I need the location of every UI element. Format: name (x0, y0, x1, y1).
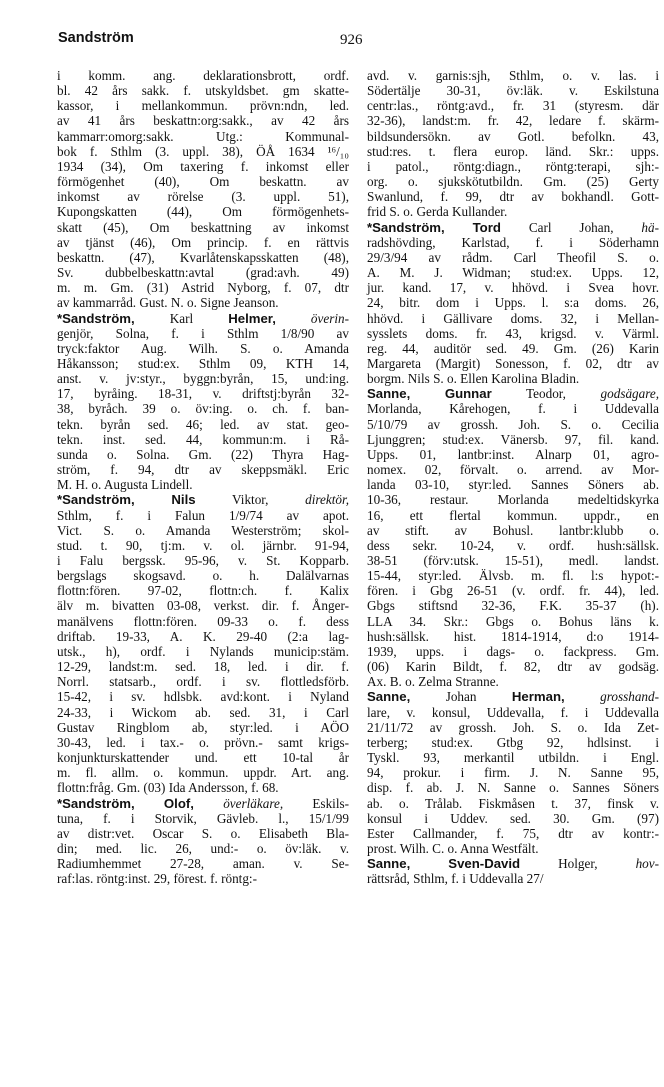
text-line: m. m. Gm. (31) Astrid Nyborg, f. 07, dtr (57, 280, 349, 296)
entry-headline (367, 386, 659, 401)
text-line: reg. 44, auditör sed. 49. Gm. (26) Karin (367, 340, 659, 356)
text-line: bl. 42 års sakk. f. utskyldsbet. gm skatte- (57, 83, 349, 99)
entry-headline (367, 856, 659, 871)
text-line: 15-44, styr:led. Älvsb. m. fl. l:s hypot:- (367, 568, 659, 584)
text-line: raf:las. röntg:inst. 29, förest. f. röntg:- (57, 871, 257, 887)
text-line: stud:res. t. flera europ. länd. Skr.: upps. (367, 143, 659, 159)
text-line: frid S. o. Gerda Kullander. (367, 204, 508, 220)
text-line: LLA 34. Skr.: Gbgs o. Bohus läns k. (367, 613, 659, 629)
text-line: av 41 års beskattn:org:sakk., av 42 års (57, 113, 349, 129)
text-line: sunda o. Solna. Gm. (22) Thyra Hag- (57, 446, 349, 462)
text-line: dess sekr. 10-24, v. ordf. hush:sällsk. (367, 537, 659, 553)
given-name: Karl (169, 310, 194, 326)
text-line: Morlanda, Kårehogen, f. i Uddevalla (367, 401, 659, 417)
text-line: Ester Callmander, f. 75, dtr av kontr:- (367, 825, 659, 841)
headword: *Sandström, (57, 795, 135, 811)
given-name-bold: Sven-David (448, 856, 521, 872)
text-line: 30-43, led. i tax.- o. prövn.- samt krigs- (57, 734, 349, 750)
page-number: 926 (340, 32, 363, 48)
text-line: (06) Karin Bildt, f. 82, dtr av godsäg. (367, 659, 659, 675)
headword: *Sandström, (367, 219, 445, 235)
given-name: Johan (445, 689, 477, 705)
text-line: Swanlund, f. 99, dtr av bokhandl. Gott- (367, 189, 659, 205)
text-line: älv m. bivatten 03-08, verkst. dir. f. Ånger- (57, 598, 349, 614)
text-line: Ljunggren; stud:ex. Vänersb. 97, fil. kand. (367, 431, 659, 447)
text-line: av stift. av Bohusl. lantbr:klubb o. (367, 522, 659, 538)
text-line: sysslets doms. fr. 43, krigsd. v. Värml. (367, 325, 659, 341)
text-line: 24-33, i Wickom ab. sed. 31, i Carl (57, 704, 349, 720)
text-line: terberg; stud:ex. Gtbg 92, hdlsinst. i (367, 734, 659, 750)
text-line: Sv. dubbelbeskattn:avtal (grad:avh. 49) (57, 265, 349, 281)
text-line: A. M. J. Widman; stud:ex. Upps. 12, (367, 265, 659, 281)
text-line: Upps. 01, lantbr:inst. Alnarp 01, agro- (367, 446, 659, 462)
text-line: 94, prokur. i firm. J. N. Sanne 95, (367, 765, 659, 781)
given-name: Teodor, (526, 386, 566, 402)
entry-olof-cont (367, 68, 659, 220)
text-line: radshövding, Karlstad, f. i Söderhamn (367, 234, 659, 250)
headword: Sanne, (367, 689, 411, 705)
occupation: hov- (635, 856, 659, 872)
text-line: nomex. 02, förvalt. o. arrend. av Mor- (367, 462, 659, 478)
text-line: Margareta (Margit) Sonesson, f. 02, dtr av (367, 355, 659, 371)
headword: Sanne, (367, 386, 411, 402)
text-line: jur. kand. 17, v. hhövd. i Svea hovr. (367, 280, 659, 296)
text-line: i patol., röntg:diagn., röntg:terapi, sjh:- (367, 158, 659, 174)
text-line: M. H. o. Augusta Lindell. (57, 477, 193, 493)
text-line: i Falu bergssk. 95-96, v. St. Kopparb. (57, 553, 349, 568)
text-line: av distr:vet. Oscar S. o. Elisabeth Bla- (57, 825, 349, 841)
running-header-title: Sandström (58, 30, 134, 46)
left-column (57, 68, 349, 886)
text-line: skatt (45), Om beskattning av inkomst (57, 219, 349, 235)
text-line: rättsråd, Sthlm, f. i Uddevalla 27/ (367, 871, 544, 887)
place: Eskils- (312, 795, 350, 811)
text-line: förmögenhet (40), Om beskattn. av (57, 174, 349, 190)
text-line: hush:sällsk. hist. 1814-1914, d:o 1914- (367, 628, 659, 644)
given-name: Holger, (558, 856, 598, 872)
occupation: hä- (641, 219, 659, 235)
text-line: ström, f. 94, dtr av skeppsmäkl. Eric (57, 462, 349, 478)
text-line: konsul i Uddev. sed. 30. Gm. (97) (367, 810, 659, 826)
text-line: 12-29, landst:m. sed. 18, led. i dir. f. (57, 659, 349, 675)
text-line: 10-36, restaur. Morlanda medeltidskyrka (367, 492, 659, 508)
occupation: överin- (310, 310, 350, 326)
headword: *Sandström, (57, 492, 135, 508)
text-line: av tjänst (46), Om princip. f. en rättvis (57, 234, 349, 250)
text-line: prost. Wilh. C. o. Anna Westfält. (367, 840, 539, 856)
given-name-bold: Gunnar (444, 386, 492, 402)
text-line: Vict. S. o. Amanda Westerström; skol- (57, 522, 349, 538)
text-line: m. fl. allm. o. kommun. uppdr. Art. ang. (57, 765, 349, 781)
given-name-bold: Herman, (511, 689, 565, 705)
given-name-bold: Olof, (163, 795, 194, 811)
entry-herman (367, 689, 659, 856)
entry-sven-david (367, 856, 659, 886)
text-line: Kupongskatten (44), Om förmögenhets- (57, 204, 349, 220)
text-line: centr:las., röntg:avd., fr. 31 (styresm. där (367, 98, 659, 114)
text-line: Håkansson; stud:ex. Sthlm 09, KTH 14, (57, 355, 349, 371)
entry-headline (57, 311, 349, 326)
text-line: driftab. 19-33, A. K. 29-40 (2:a lag- (57, 628, 349, 644)
entry-headline (57, 796, 349, 811)
text-line: manälvens flottn:fören. 09-33 o. f. dess (57, 613, 349, 629)
text-line: 38-51 (förv:utsk. 15-51), medl. landst. (367, 553, 659, 568)
text-line: konjunkturskattender und. ett 10-tal år (57, 750, 349, 766)
text-line: avd. v. garnis:sjh, Sthlm, o. v. las. i (367, 68, 659, 83)
text-line: stud. t. 90, tj:m. v. ol. järnbr. 91-94, (57, 537, 349, 553)
occupation: godsägare, (600, 386, 660, 402)
text-line: org. o. sjukskötutbildn. Gm. (25) Gerty (367, 174, 659, 190)
text-line: beskattn. (47), Kvarlåtenskapsskatten (48), (57, 249, 349, 265)
text-line: 21/11/72 av grossh. Joh. S. o. Ida Zet- (367, 719, 659, 735)
text-line: 1934 (34), Om taxering f. inkomst eller (57, 158, 349, 174)
text-line: 16, ett flertal kommun. uppdr., en (367, 507, 659, 523)
text-line: tekn. byrån sed. 46; led. av stat. geo- (57, 416, 349, 432)
text-line: tuna, f. i Storvik, Gävleb. l., 15/1/99 (57, 810, 349, 826)
entry-headline (57, 492, 349, 507)
text-line: borgm. Nils S. o. Ellen Karolina Bladin. (367, 371, 580, 387)
text-line: fören. i Gbg 26-51 (v. ordf. fr. 44), led. (367, 583, 659, 599)
text-line: tekn. inst. sed. 44, kommun:m. i Rå- (57, 431, 349, 447)
entry-cont (57, 68, 349, 311)
given-name: Carl Johan, (528, 219, 614, 235)
occupation: överläkare, (223, 795, 284, 811)
occupation: grosshand- (600, 689, 659, 705)
text-line: kassor, i mellankommun. prövn:ndn, led. (57, 98, 349, 114)
headword: Sanne, (367, 856, 411, 872)
text-line: 17, byråing. 18-31, v. driftstj:byrån 32- (57, 386, 349, 402)
text-line: tryck:faktor Aug. Wilh. S. o. Amanda (57, 340, 349, 356)
text-line: kammarr:omorg:sakk. Utg.: Kommunal- (57, 128, 349, 144)
text-line: i komm. ang. deklarationsbrott, ordf. (57, 68, 349, 83)
text-line: hhövd. i Gällivare doms. 32, i Mellan- (367, 310, 659, 326)
entry-headline (367, 689, 659, 704)
text-line: 5/10/79 av grossh. Joh. S. o. Cecilia (367, 416, 659, 432)
text-line: Tyskl. 93, merkantil utbildn. i Engl. (367, 750, 659, 766)
text-line: din; med. lic. 26, und:- o. öv:läk. v. (57, 840, 349, 856)
text-line: Norrl. statsarb., ordf. i sv. flottledsförb. (57, 674, 349, 690)
text-line: 24, bitr. dom i Upps. l. s:a doms. 26, (367, 295, 659, 311)
text-line: genjör, Solna, f. i Sthlm 1/8/90 av (57, 325, 349, 341)
text-line: Radiumhemmet 27-28, aman. v. Se- (57, 856, 349, 872)
text-line: Sthlm, f. i Falun 1/9/74 av apot. (57, 507, 349, 523)
text-line: flottn:fråg. Gm. (03) Ida Andersson, f. 68. (57, 780, 279, 796)
given-name-bold: Nils (171, 492, 196, 508)
text-line: utsk., h), ordf. i Nylands municip:stäm. (57, 643, 349, 659)
text-line: lare, v. konsul, Uddevalla, f. i Uddevalla (367, 704, 659, 720)
text-line: inkomst av rörelse (3. uppl. 51), (57, 189, 349, 205)
text-line: bergslags skogsavd. o. h. Dalälvarnas (57, 568, 349, 584)
text-line: Gbgs stiftsnd 32-36, F.K. 35-37 (h). (367, 598, 659, 614)
entry-nils (57, 492, 349, 795)
text-line: flottn:fören. 97-02, flottn:ch. f. Kalix (57, 583, 349, 599)
text-line: anst. v. jv:styr., byggn:byrån, 15, und:ing. (57, 371, 349, 387)
text-line: Gustav Ringblom ab, styr:led. i AÖO (57, 719, 349, 735)
text-line: Ax. B. o. Zelma Stranne. (367, 674, 499, 690)
text-line: ab. o. Trålab. Fiskmåsen t. 37, finsk v. (367, 795, 659, 811)
given-name-bold: Tord (472, 219, 501, 235)
text-line: 1939, upps. i dags- o. fackpress. Gm. (367, 643, 659, 659)
text-line: bok f. Sthlm (3. uppl. 38), ÖÅ 1634 ¹⁶/₁₀ (57, 143, 349, 159)
entry-tord (367, 220, 659, 387)
text-line: bildsundersökn. av Gotl. befolkn. 43, (367, 128, 659, 144)
text-line: 29/3/94 av rådm. Carl Theofil S. o. (367, 249, 659, 265)
given-name: Viktor, (232, 492, 269, 508)
occupation: direktör, (305, 492, 349, 508)
entry-helmer (57, 311, 349, 493)
entry-olof (57, 796, 349, 887)
text-line: 32-36), landst:m. fr. 42, ledare f. skärm- (367, 113, 659, 129)
entry-gunnar (367, 386, 659, 689)
text-line: Södertälje 30-31, öv:läk. v. Eskilstuna (367, 83, 659, 99)
text-line: disp. f. ab. J. N. Sanne o. Sannes Söners (367, 780, 659, 796)
text-line: 38, byråch. 39 o. öv:ing. o. ch. f. ban- (57, 401, 349, 417)
headword: *Sandström, (57, 310, 135, 326)
right-column (367, 68, 659, 886)
given-name-bold: Helmer, (228, 310, 276, 326)
text-line: landa 03-10, styr:led. Sannes Söners ab. (367, 477, 659, 493)
entry-headline (367, 220, 659, 235)
text-line: av kammarråd. Gust. N. o. Signe Jeanson. (57, 295, 279, 311)
text-line: 15-42, i sv. hdlsbk. avd:kont. i Nyland (57, 689, 349, 705)
